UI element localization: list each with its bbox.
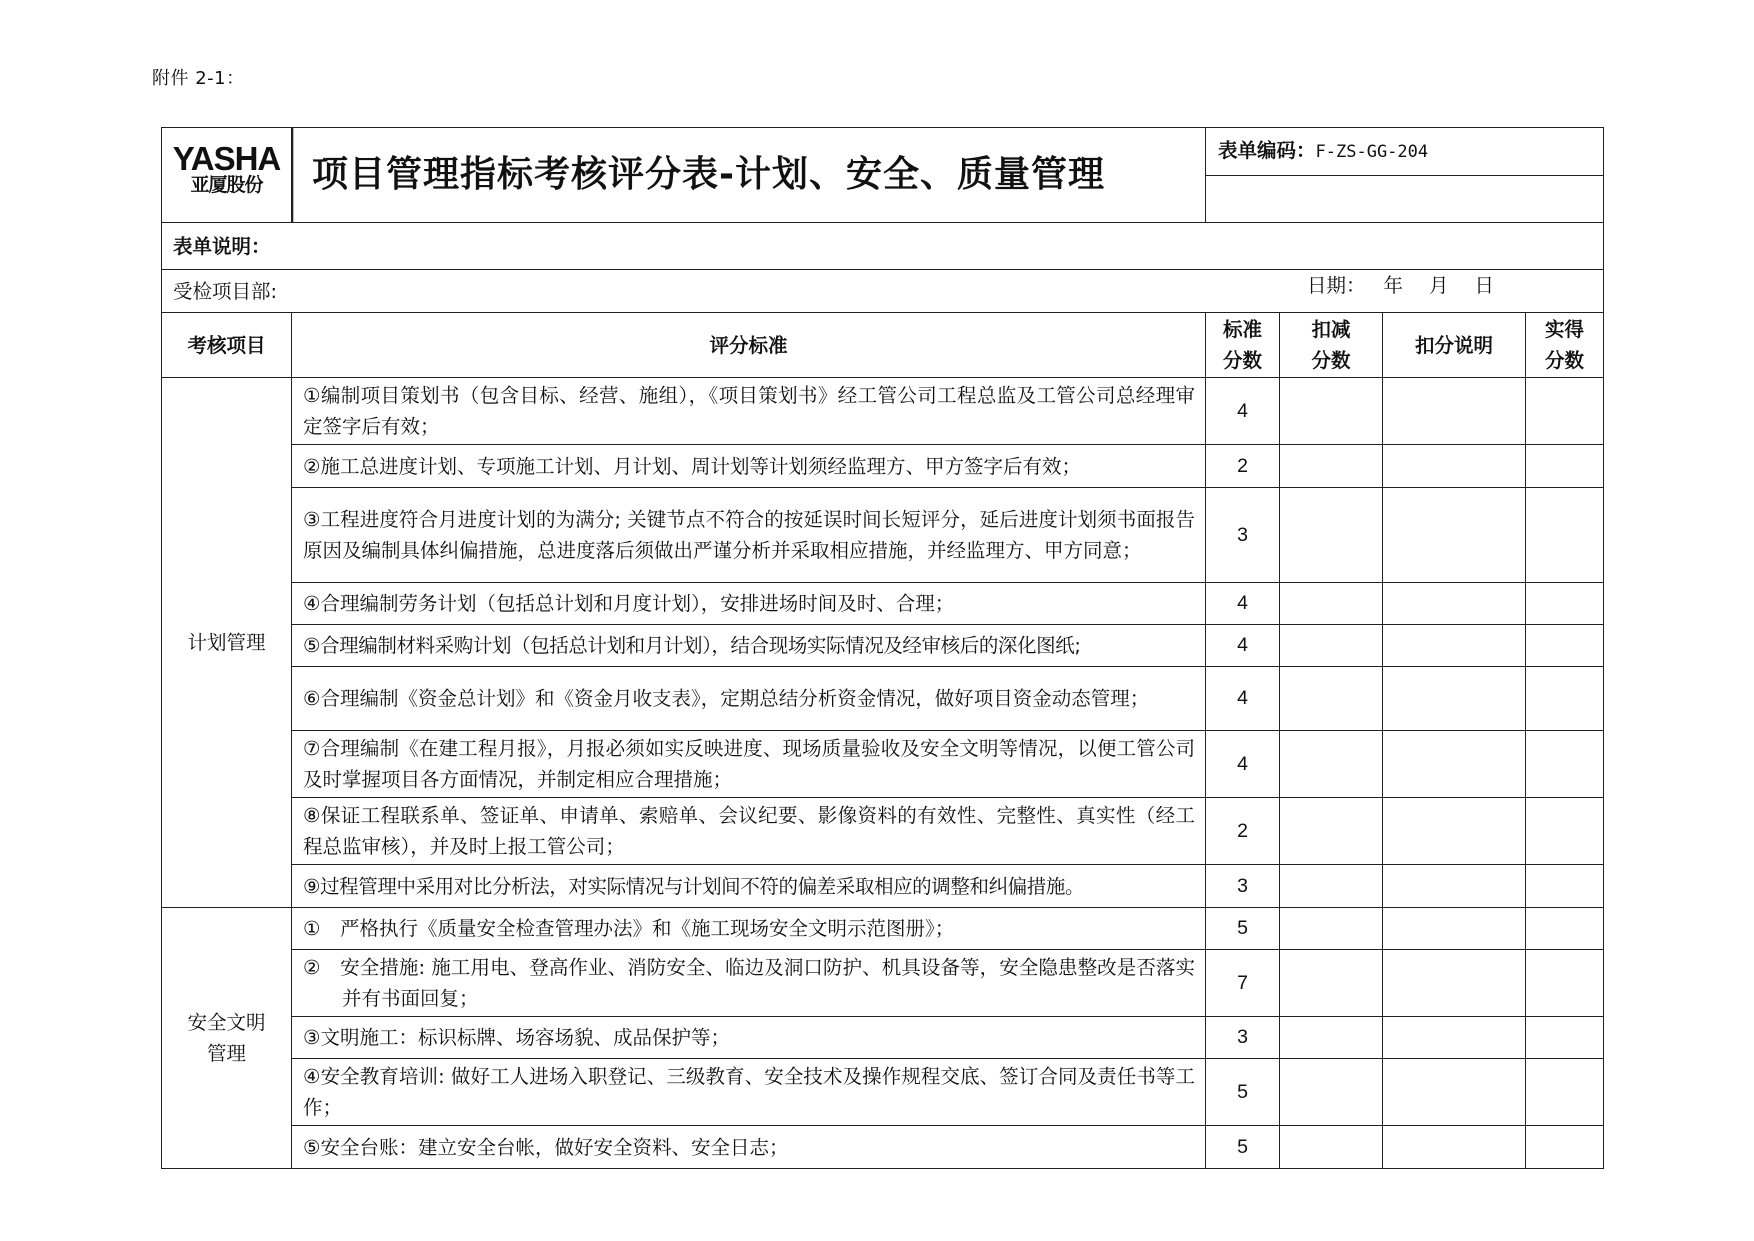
table-row — [162, 865, 1604, 908]
criteria-text: ⑤合理编制材料采购计划（包括总计划和月计划），结合现场实际情况及经审核后的深化图纸; — [292, 625, 1206, 667]
standard-score: 4 — [1206, 731, 1280, 798]
logo-english: YASHA — [172, 140, 281, 177]
date-field — [1307, 270, 1494, 301]
header-category: 考核项目 — [162, 313, 292, 378]
logo-cell — [162, 128, 292, 223]
date-year: 年 — [1383, 274, 1404, 297]
criteria-text: ④合理编制劳务计划（包括总计划和月度计划），安排进场时间及时、合理； — [292, 583, 1206, 625]
actual-score-cell[interactable] — [1526, 908, 1604, 950]
table-row — [162, 731, 1604, 798]
deduction-score-cell[interactable] — [1280, 1126, 1383, 1169]
category-plan-management: 计划管理 — [162, 378, 292, 908]
table-row — [162, 445, 1604, 488]
standard-score: 4 — [1206, 583, 1280, 625]
deduction-note-cell[interactable] — [1383, 950, 1526, 1017]
actual-score-cell[interactable] — [1526, 950, 1604, 1017]
header-actual-score-line1: 实得 — [1545, 318, 1585, 341]
header-standard-score-line2: 分数 — [1223, 349, 1263, 372]
criteria-text: ⑥合理编制《资金总计划》和《资金月收支表》，定期总结分析资金情况，做好项目资金动态管理； — [292, 667, 1206, 731]
form-description-label: 表单说明： — [173, 234, 271, 258]
standard-score: 2 — [1206, 798, 1280, 865]
standard-score: 2 — [1206, 445, 1280, 488]
criteria-text-hanging: ② 安全措施: 施工用电、登高作业、消防安全、临边及洞口防护、机具设备等，安全隐患整改是否落实并有书面回复； — [303, 956, 1196, 1010]
deduction-score-cell[interactable] — [1280, 731, 1383, 798]
criteria-text: ③文明施工：标识标牌、场容场貌、成品保护等； — [292, 1017, 1206, 1059]
deduction-note-cell[interactable] — [1383, 908, 1526, 950]
actual-score-cell[interactable] — [1526, 445, 1604, 488]
standard-score: 4 — [1206, 625, 1280, 667]
header-deduction-line1: 扣减 — [1311, 318, 1351, 341]
deduction-score-cell[interactable] — [1280, 950, 1383, 1017]
header-deduction-note: 扣分说明 — [1383, 313, 1526, 378]
actual-score-cell[interactable] — [1526, 625, 1604, 667]
actual-score-cell[interactable] — [1526, 731, 1604, 798]
form-code-cell — [1206, 128, 1604, 176]
form-code-label: 表单编码： — [1218, 139, 1316, 162]
category-safety-management — [162, 908, 292, 1169]
actual-score-cell[interactable] — [1526, 865, 1604, 908]
deduction-score-cell[interactable] — [1280, 908, 1383, 950]
evaluation-form-table — [161, 127, 1604, 1169]
criteria-text: ①编制项目策划书（包含目标、经营、施组），《项目策划书》经工管公司工程总监及工管公司总经理审定签字后有效； — [292, 378, 1206, 445]
deduction-score-cell[interactable] — [1280, 798, 1383, 865]
criteria-text: ④安全教育培训: 做好工人进场入职登记、三级教育、安全技术及操作规程交底、签订合同及责任书等工作； — [292, 1059, 1206, 1126]
standard-score: 4 — [1206, 667, 1280, 731]
header-criteria: 评分标准 — [292, 313, 1206, 378]
criteria-text: ⑧保证工程联系单、签证单、申请单、索赔单、会议纪要、影像资料的有效性、完整性、真实性（经工程总监审核），并及时上报工管公司； — [292, 798, 1206, 865]
deduction-note-cell[interactable] — [1383, 1017, 1526, 1059]
table-row — [162, 1059, 1604, 1126]
deduction-note-cell[interactable] — [1383, 865, 1526, 908]
table-row — [162, 583, 1604, 625]
table-row — [162, 798, 1604, 865]
header-deduction — [1280, 313, 1383, 378]
table-row — [162, 667, 1604, 731]
deduction-note-cell[interactable] — [1383, 798, 1526, 865]
actual-score-cell[interactable] — [1526, 798, 1604, 865]
deduction-score-cell[interactable] — [1280, 1059, 1383, 1126]
actual-score-cell[interactable] — [1526, 1126, 1604, 1169]
deduction-note-cell[interactable] — [1383, 1126, 1526, 1169]
standard-score: 5 — [1206, 1059, 1280, 1126]
deduction-note-cell[interactable] — [1383, 731, 1526, 798]
header-deduction-line2: 分数 — [1311, 349, 1351, 372]
actual-score-cell[interactable] — [1526, 583, 1604, 625]
deduction-score-cell[interactable] — [1280, 488, 1383, 583]
form-code-value: F-ZS-GG-204 — [1315, 142, 1429, 162]
header-actual-score-line2: 分数 — [1545, 349, 1585, 372]
table-row — [162, 1126, 1604, 1169]
criteria-text: ① 严格执行《质量安全检查管理办法》和《施工现场安全文明示范图册》； — [292, 908, 1206, 950]
table-row — [162, 908, 1604, 950]
actual-score-cell[interactable] — [1526, 1017, 1604, 1059]
table-row — [162, 950, 1604, 1017]
standard-score: 5 — [1206, 908, 1280, 950]
table-row — [162, 488, 1604, 583]
form-description-cell — [162, 223, 1604, 270]
actual-score-cell[interactable] — [1526, 378, 1604, 445]
table-row — [162, 1017, 1604, 1059]
table-row — [162, 625, 1604, 667]
deduction-score-cell[interactable] — [1280, 583, 1383, 625]
form-title: 项目管理指标考核评分表-计划、安全、质量管理 — [312, 154, 1105, 195]
inspected-project-label: 受检项目部: — [173, 279, 278, 303]
criteria-text: ②施工总进度计划、专项施工计划、月计划、周计划等计划须经监理方、甲方签字后有效； — [292, 445, 1206, 488]
header-standard-score — [1206, 313, 1280, 378]
actual-score-cell[interactable] — [1526, 667, 1604, 731]
criteria-text: ⑨过程管理中采用对比分析法，对实际情况与计划间不符的偏差采取相应的调整和纠偏措施。 — [292, 865, 1206, 908]
deduction-note-cell[interactable] — [1383, 378, 1526, 445]
category-safety-line1: 安全文明 — [187, 1011, 266, 1034]
deduction-note-cell[interactable] — [1383, 1059, 1526, 1126]
standard-score: 3 — [1206, 865, 1280, 908]
form-code-blank-cell — [1206, 176, 1604, 223]
table-row — [162, 378, 1604, 445]
deduction-note-cell[interactable] — [1383, 583, 1526, 625]
deduction-score-cell[interactable] — [1280, 1017, 1383, 1059]
standard-score: 3 — [1206, 1017, 1280, 1059]
company-logo — [172, 140, 281, 196]
title-cell — [292, 128, 1206, 223]
logo-chinese: 亚厦股份 — [190, 174, 263, 196]
date-label: 日期： — [1307, 274, 1366, 297]
header-actual-score — [1526, 313, 1604, 378]
actual-score-cell[interactable] — [1526, 1059, 1604, 1126]
deduction-note-cell[interactable] — [1383, 625, 1526, 667]
criteria-text — [292, 950, 1206, 1017]
standard-score: 5 — [1206, 1126, 1280, 1169]
criteria-text: ⑦合理编制《在建工程月报》，月报必须如实反映进度、现场质量验收及安全文明等情况，以便工管公司及时掌握项目各方面情况，并制定相应合理措施； — [292, 731, 1206, 798]
attachment-label: 附件 2-1： — [152, 68, 245, 89]
date-day: 日 — [1474, 274, 1495, 297]
date-month: 月 — [1429, 274, 1449, 297]
deduction-score-cell[interactable] — [1280, 625, 1383, 667]
inspected-project-cell — [162, 270, 1604, 313]
category-safety-line2: 管理 — [206, 1042, 246, 1065]
deduction-score-cell[interactable] — [1280, 378, 1383, 445]
deduction-note-cell[interactable] — [1383, 488, 1526, 583]
criteria-text: ⑤安全台账：建立安全台帐，做好安全资料、安全日志； — [292, 1126, 1206, 1169]
standard-score: 7 — [1206, 950, 1280, 1017]
deduction-note-cell[interactable] — [1383, 667, 1526, 731]
standard-score: 3 — [1206, 488, 1280, 583]
deduction-score-cell[interactable] — [1280, 865, 1383, 908]
deduction-score-cell[interactable] — [1280, 445, 1383, 488]
actual-score-cell[interactable] — [1526, 488, 1604, 583]
criteria-text: ③工程进度符合月进度计划的为满分; 关键节点不符合的按延误时间长短评分，延后进度计划须书面报告原因及编制具体纠偏措施，总进度落后须做出严谨分析并采取相应措施，并经监理方、甲方同意； — [292, 488, 1206, 583]
header-standard-score-line1: 标准 — [1223, 318, 1263, 341]
deduction-score-cell[interactable] — [1280, 667, 1383, 731]
standard-score: 4 — [1206, 378, 1280, 445]
deduction-note-cell[interactable] — [1383, 445, 1526, 488]
